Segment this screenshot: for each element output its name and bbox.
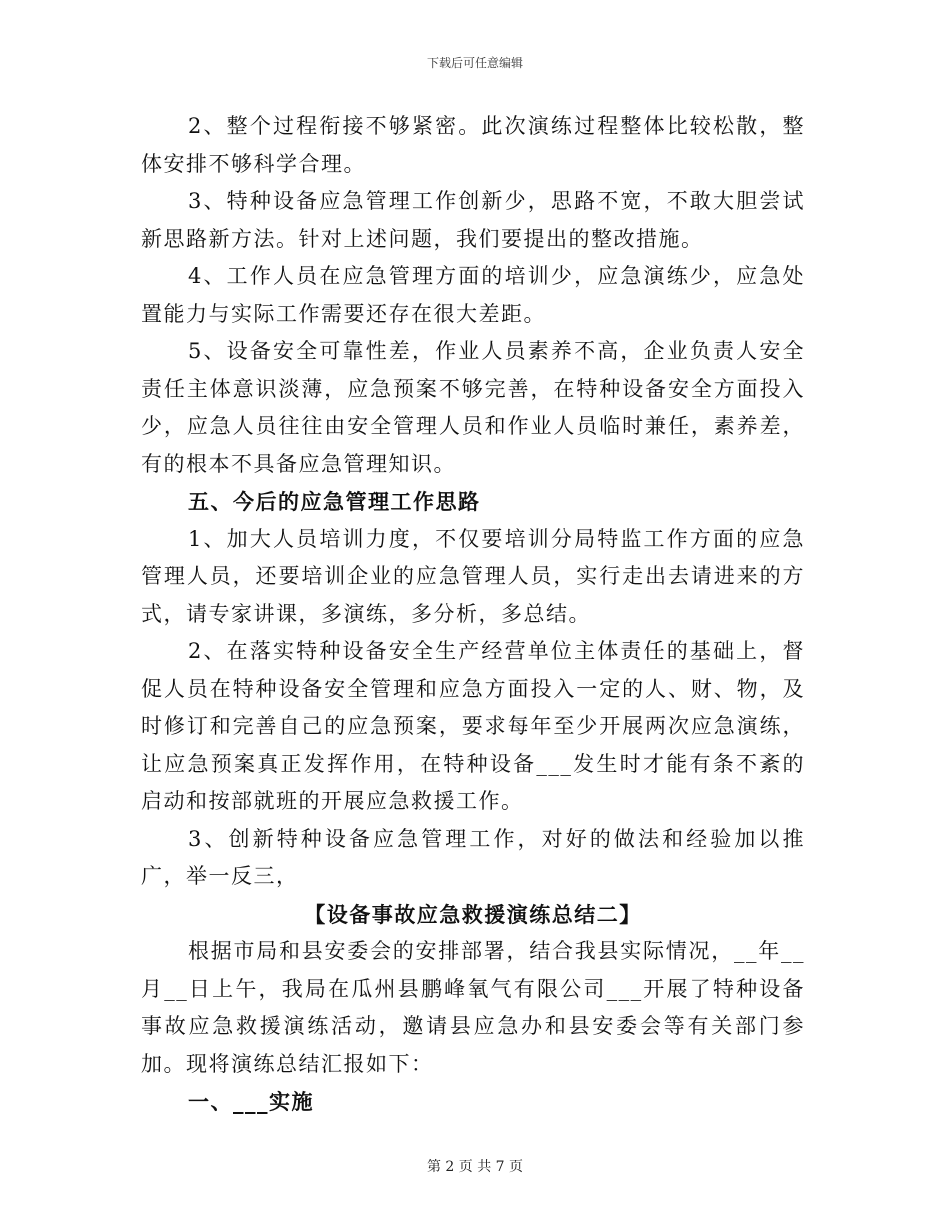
paragraph-item-5: 5、设备安全可靠性差，作业人员素养不高，企业负责人安全责任主体意识淡薄，应急预案不够完善，在特种设备安全方面投入少，应急人员往往由安全管理人员和作业人员临时兼任，素养差，有的根本不具备应急管理知识。 xyxy=(141,339,805,476)
paragraph-plan-3: 3、创新特种设备应急管理工作，对好的做法和经验加以推广，举一反三， xyxy=(141,826,805,888)
paragraph-plan-1: 1、加大人员培训力度，不仅要培训分局特监工作方面的应急管理人员，还要培训企业的应急管理人员，实行走出去请进来的方式，请专家讲课，多演练，多分析，多总结。 xyxy=(141,526,805,626)
paragraph-item-3: 3、特种设备应急管理工作创新少，思路不宽，不敢大胆尝试新思路新方法。针对上述问题，我们要提出的整改措施。 xyxy=(141,189,805,251)
section-heading-5: 五、今后的应急管理工作思路 xyxy=(188,489,481,514)
document-body xyxy=(141,108,805,1121)
paragraph-plan-2: 2、在落实特种设备安全生产经营单位主体责任的基础上，督促人员在特种设备安全管理和应急方面投入一定的人、财、物，及时修订和完善自己的应急预案，要求每年至少开展两次应急演练，让应急预案真正发挥作用，在特种设备___发生时才能有条不紊的启动和按部就班的开展应急救援工作。 xyxy=(141,639,805,813)
document-title: 【设备事故应急救援演练总结二】 xyxy=(304,901,642,927)
paragraph-item-4: 4、工作人员在应急管理方面的培训少，应急演练少，应急处置能力与实际工作需要还存在很大差距。 xyxy=(141,264,805,326)
paragraph-intro: 根据市局和县安委会的安排部署，结合我县实际情况，__年__月__日上午，我局在瓜州县鹏峰氧气有限公司___开展了特种设备事故应急救援演练活动，邀请县应急办和县安委会等有关部门参加。现将演练总结汇报如下： xyxy=(141,939,805,1076)
page-number-footer: 第 2 页 共 7 页 xyxy=(426,1159,524,1175)
paragraph-item-2: 2、整个过程衔接不够紧密。此次演练过程整体比较松散，整体安排不够科学合理。 xyxy=(141,114,805,176)
page-header: 下载后可任意编辑 xyxy=(426,56,523,70)
section-heading-1: 一、___实施 xyxy=(188,1089,314,1114)
